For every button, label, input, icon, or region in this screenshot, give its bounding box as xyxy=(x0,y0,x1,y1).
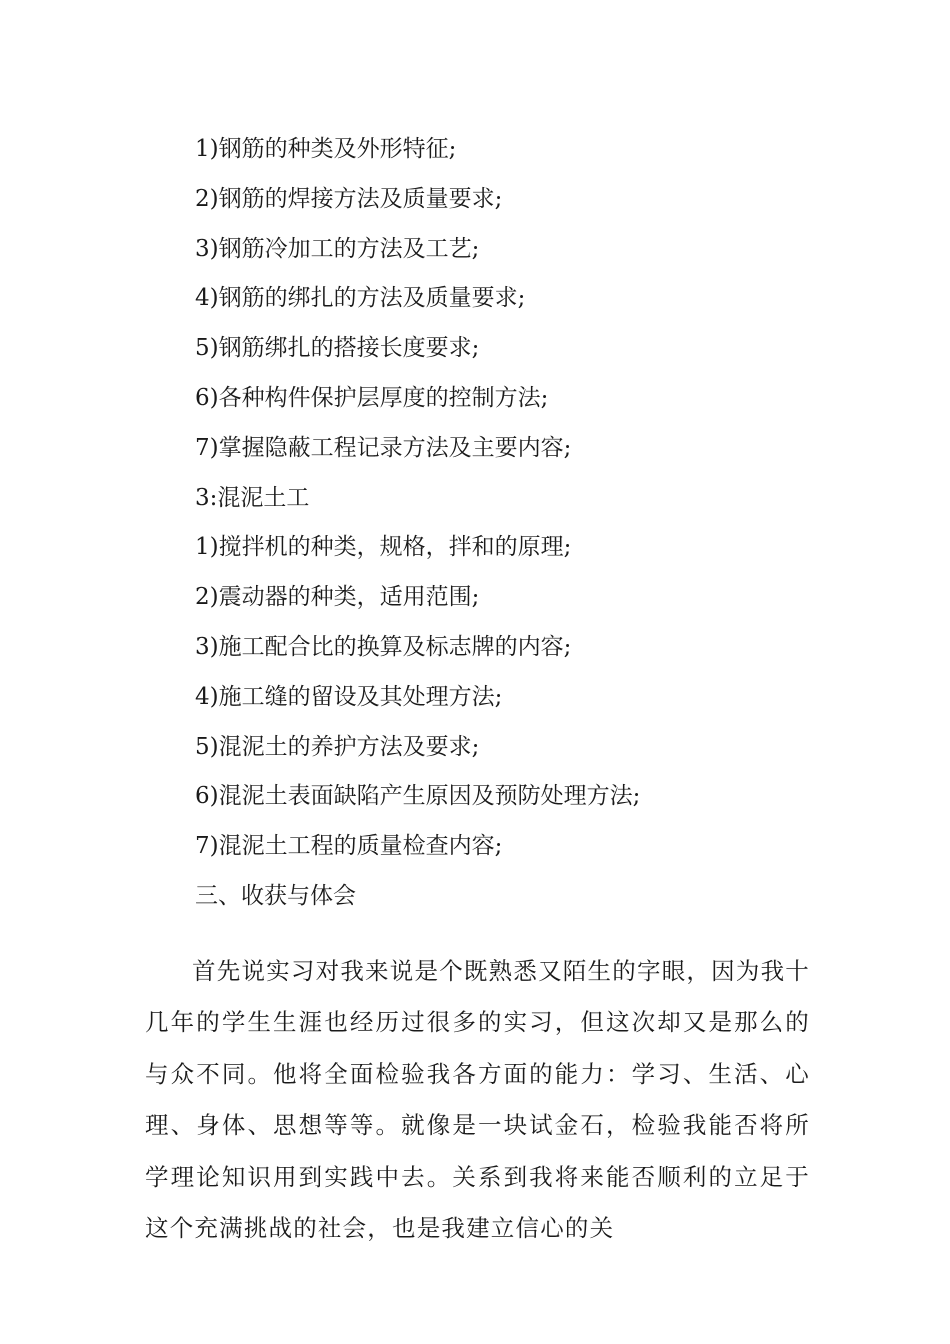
list-item: 2)震动器的种类，适用范围; xyxy=(195,584,480,611)
section-heading: 3:混泥土工 xyxy=(195,484,310,511)
list-item: 4)施工缝的留设及其处理方法; xyxy=(195,683,503,710)
list-item: 3)施工配合比的换算及标志牌的内容; xyxy=(195,633,572,660)
requirements-list xyxy=(195,128,835,925)
list-item: 7)掌握隐蔽工程记录方法及主要内容; xyxy=(195,434,572,461)
section-heading: 三、收获与体会 xyxy=(195,882,356,909)
list-item: 5)混泥土的养护方法及要求; xyxy=(195,733,480,760)
list-item: 2)钢筋的焊接方法及质量要求; xyxy=(195,185,503,212)
list-item: 1)钢筋的种类及外形特征; xyxy=(195,136,457,162)
list-item: 6)各种构件保护层厚度的控制方法; xyxy=(195,384,549,411)
list-item: 7)混泥土工程的质量检查内容; xyxy=(195,833,503,860)
list-item: 3)钢筋冷加工的方法及工艺; xyxy=(195,235,480,262)
list-item: 4)钢筋的绑扎的方法及质量要求; xyxy=(195,285,526,312)
list-item: 1)搅拌机的种类，规格，拌和的原理; xyxy=(195,534,572,561)
body-paragraph: 首先说实习对我来说是个既熟悉又陌生的字眼，因为我十几年的学生生涯也经历过很多的实习，但这次却又是那么的与众不同。他将全面检验我各方面的能力：学习、生活、心理、身体、思想等等。就像是一块试金石，检验我能否将所学理论知识用到实践中去。关系到我将来能否顺利的立足于这个充满挑战的社会，也是我建立信心的关 xyxy=(145,956,810,1242)
list-item: 5)钢筋绑扎的搭接长度要求; xyxy=(195,335,480,362)
list-item: 6)混泥土表面缺陷产生原因及预防处理方法; xyxy=(195,783,641,810)
